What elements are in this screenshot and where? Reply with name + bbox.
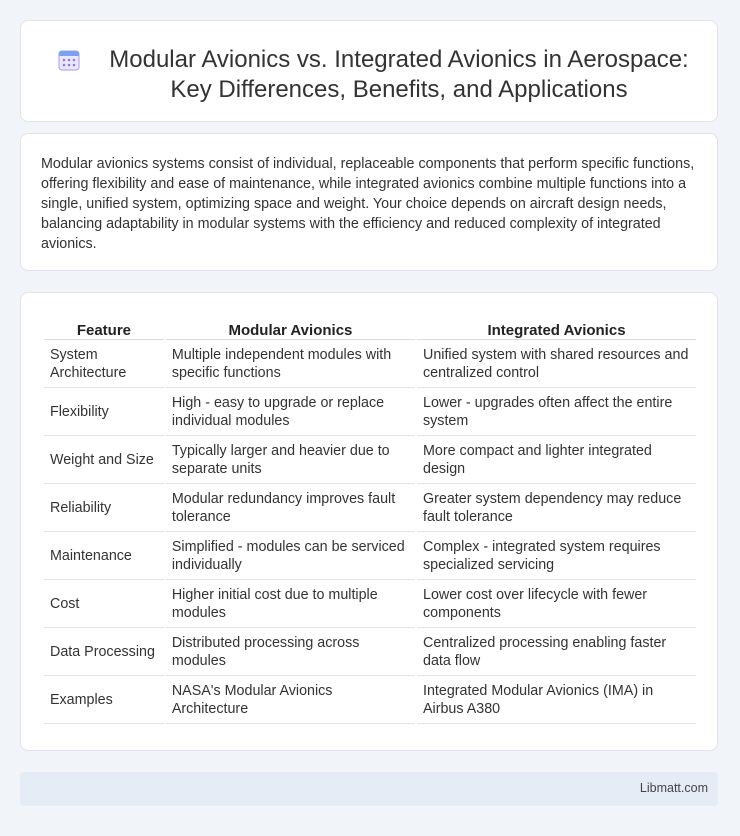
header-modular: Modular Avionics — [166, 315, 415, 340]
table-row — [44, 340, 696, 388]
footer-site-link[interactable]: Libmatt.com — [639, 781, 708, 795]
title-card — [20, 20, 718, 122]
modular-cell: Multiple independent modules with specific functions — [166, 340, 415, 388]
intro-card — [20, 133, 718, 271]
feature-cell: Maintenance — [44, 532, 164, 580]
table-row — [44, 676, 696, 724]
integrated-cell: Centralized processing enabling faster data flow — [417, 628, 696, 676]
integrated-cell: Complex - integrated system requires specialized servicing — [417, 532, 696, 580]
header-feature: Feature — [44, 315, 164, 340]
integrated-cell: Lower - upgrades often affect the entire system — [417, 388, 696, 436]
table-row — [44, 628, 696, 676]
integrated-cell: Lower cost over lifecycle with fewer components — [417, 580, 696, 628]
table-header-row — [44, 315, 696, 340]
calendar-grid-icon — [58, 49, 80, 71]
modular-cell: NASA's Modular Avionics Architecture — [166, 676, 415, 724]
feature-cell: Data Processing — [44, 628, 164, 676]
header-integrated: Integrated Avionics — [417, 315, 696, 340]
integrated-cell: More compact and lighter integrated design — [417, 436, 696, 484]
modular-cell: Modular redundancy improves fault tolerance — [166, 484, 415, 532]
feature-cell: System Architecture — [44, 340, 164, 388]
table-row — [44, 580, 696, 628]
integrated-cell: Greater system dependency may reduce fault tolerance — [417, 484, 696, 532]
intro-paragraph: Modular avionics systems consist of individual, replaceable components that perform specific functions, offering flexibility and ease of maintenance, while integrated avionics combine multiple functions into a single, unified system, optimizing space and weight. Your choice depends on aircraft design needs, balancing adaptability in modular systems with the efficiency and reduced complexity of integrated avionics. — [41, 156, 695, 252]
comparison-table — [42, 315, 698, 724]
integrated-cell: Unified system with shared resources and centralized control — [417, 340, 696, 388]
table-row — [44, 532, 696, 580]
integrated-cell: Integrated Modular Avionics (IMA) in Airbus A380 — [417, 676, 696, 724]
table-row — [44, 388, 696, 436]
feature-cell: Examples — [44, 676, 164, 724]
footer-bar — [20, 772, 718, 806]
feature-cell: Flexibility — [44, 388, 164, 436]
table-row — [44, 484, 696, 532]
modular-cell: High - easy to upgrade or replace individual modules — [166, 388, 415, 436]
page-title: Modular Avionics vs. Integrated Avionics in Aerospace: Key Differences, Benefits, and Applications — [109, 46, 689, 103]
modular-cell: Higher initial cost due to multiple modules — [166, 580, 415, 628]
comparison-card — [20, 292, 718, 751]
modular-cell: Typically larger and heavier due to separate units — [166, 436, 415, 484]
modular-cell: Simplified - modules can be serviced individually — [166, 532, 415, 580]
feature-cell: Reliability — [44, 484, 164, 532]
feature-cell: Cost — [44, 580, 164, 628]
table-row — [44, 436, 696, 484]
feature-cell: Weight and Size — [44, 436, 164, 484]
modular-cell: Distributed processing across modules — [166, 628, 415, 676]
